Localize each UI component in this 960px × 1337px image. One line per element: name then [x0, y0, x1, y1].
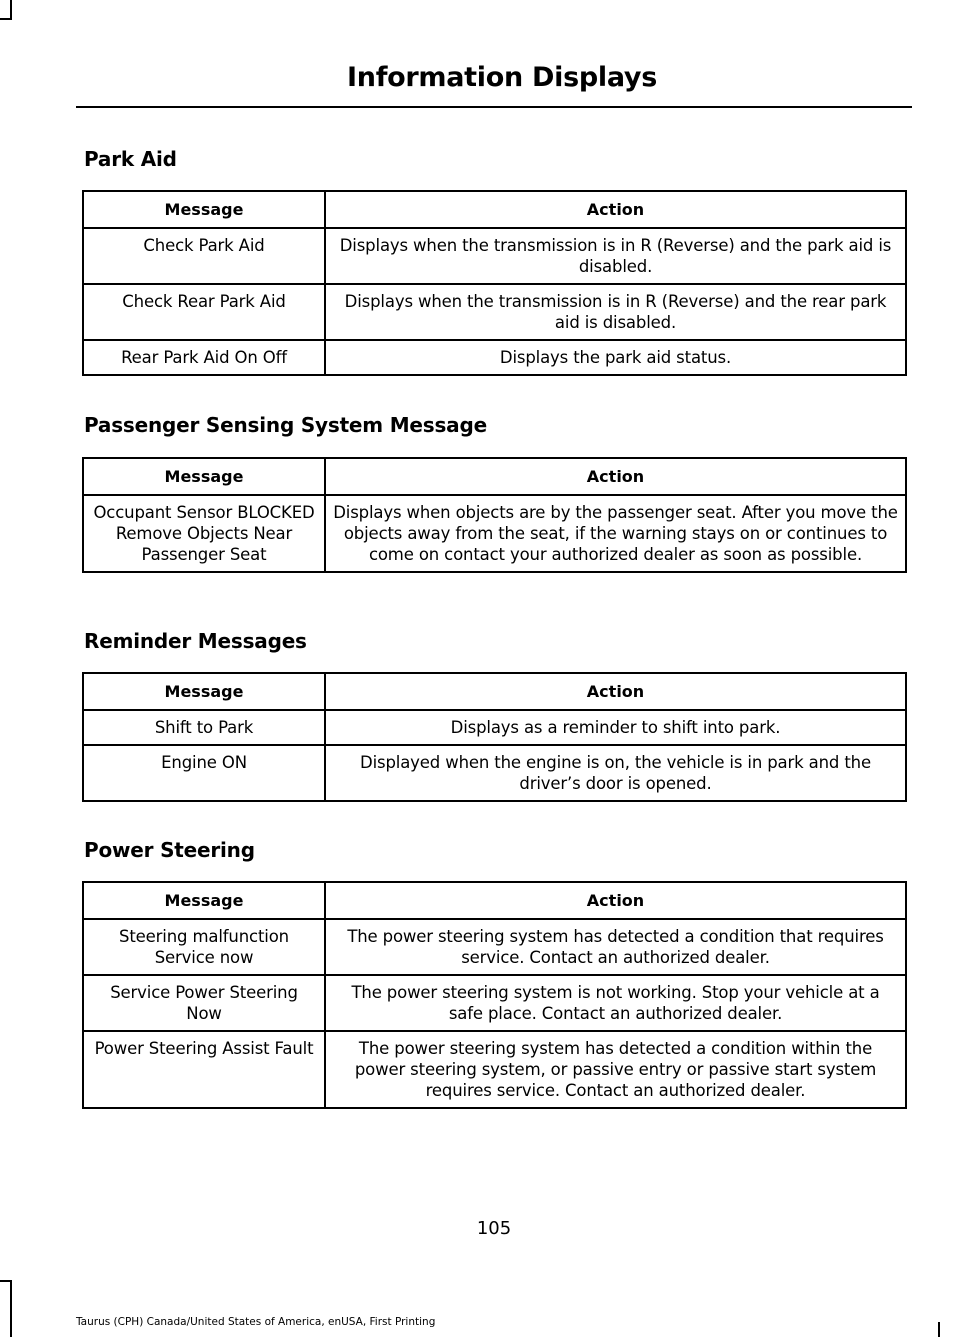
action-cell: Displayed when the engine is on, the vehicle is in park and the driver’s door is opened.	[325, 745, 906, 801]
action-cell: Displays as a reminder to shift into park.	[325, 710, 906, 745]
park-aid-table	[82, 190, 907, 376]
table-header-row	[83, 191, 906, 228]
message-cell: Check Rear Park Aid	[83, 284, 325, 340]
crop-mark-top-left	[10, 0, 12, 18]
message-cell: Engine ON	[83, 745, 325, 801]
table-row	[83, 1031, 906, 1108]
column-header-message: Message	[83, 191, 325, 228]
action-cell: Displays the park aid status.	[325, 340, 906, 375]
column-header-message: Message	[83, 458, 325, 495]
column-header-message: Message	[83, 882, 325, 919]
message-cell: Occupant Sensor BLOCKED Remove Objects Near Passenger Seat	[83, 495, 325, 572]
table-row	[83, 340, 906, 375]
crop-mark-bottom-left	[0, 1280, 12, 1282]
action-cell: The power steering system has detected a condition that requires service. Contact an authorized dealer.	[325, 919, 906, 975]
message-cell: Shift to Park	[83, 710, 325, 745]
table-row	[83, 495, 906, 572]
column-header-message: Message	[83, 673, 325, 710]
table-row	[83, 745, 906, 801]
header-rule	[76, 106, 912, 108]
page-number: 105	[476, 1218, 512, 1239]
column-header-action: Action	[325, 673, 906, 710]
message-cell: Rear Park Aid On Off	[83, 340, 325, 375]
crop-mark-bottom-left	[10, 1280, 12, 1337]
section-title-power-steering: Power Steering	[84, 838, 255, 862]
section-title-park-aid: Park Aid	[84, 147, 177, 171]
footer-text: Taurus (CPH) Canada/United States of America, enUSA, First Printing	[76, 1316, 436, 1328]
action-cell: The power steering system is not working. Stop your vehicle at a safe place. Contact an authorized dealer.	[325, 975, 906, 1031]
table-header-row	[83, 673, 906, 710]
column-header-action: Action	[325, 458, 906, 495]
message-cell: Service Power Steering Now	[83, 975, 325, 1031]
table-row	[83, 919, 906, 975]
column-header-action: Action	[325, 191, 906, 228]
table-header-row	[83, 882, 906, 919]
passenger-sensing-table	[82, 457, 907, 573]
section-title-passenger-sensing: Passenger Sensing System Message	[84, 413, 487, 437]
message-cell: Steering malfunction Service now	[83, 919, 325, 975]
table-header-row	[83, 458, 906, 495]
crop-mark-top-left	[0, 18, 12, 20]
reminder-messages-table	[82, 672, 907, 802]
message-cell: Check Park Aid	[83, 228, 325, 284]
crop-mark-bottom-right	[938, 1322, 940, 1337]
table-row	[83, 710, 906, 745]
message-cell: Power Steering Assist Fault	[83, 1031, 325, 1108]
action-cell: Displays when the transmission is in R (Reverse) and the rear park aid is disabled.	[325, 284, 906, 340]
action-cell: Displays when the transmission is in R (Reverse) and the park aid is disabled.	[325, 228, 906, 284]
page-header-title: Information Displays	[347, 62, 657, 93]
column-header-action: Action	[325, 882, 906, 919]
action-cell: Displays when objects are by the passenger seat. After you move the objects away from the seat, if the warning stays on or continues to come on contact your authorized dealer as soon as possible.	[325, 495, 906, 572]
action-cell: The power steering system has detected a condition within the power steering system, or passive entry or passive start system requires service. Contact an authorized dealer.	[325, 1031, 906, 1108]
table-row	[83, 975, 906, 1031]
table-row	[83, 284, 906, 340]
section-title-reminder-messages: Reminder Messages	[84, 629, 307, 653]
power-steering-table	[82, 881, 907, 1109]
table-row	[83, 228, 906, 284]
